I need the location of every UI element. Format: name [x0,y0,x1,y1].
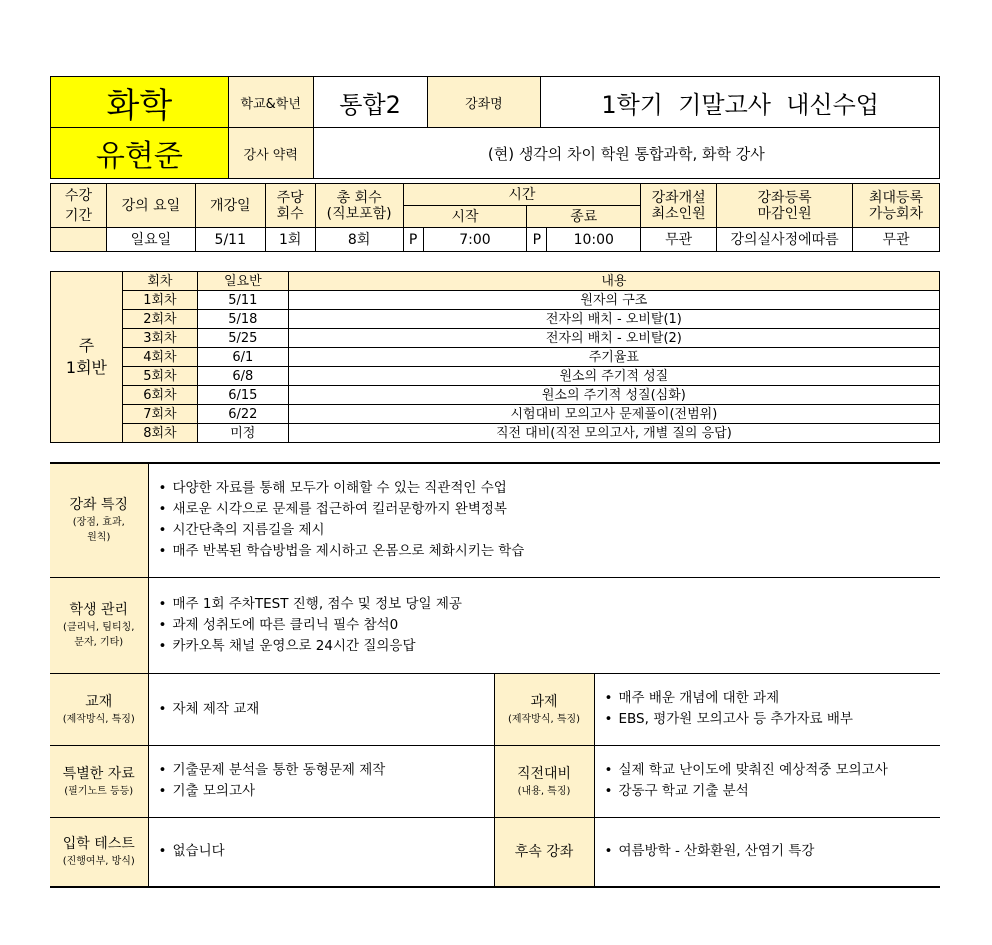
content-cell: 원소의 주기적 성질(심화) [288,386,939,405]
special-body [148,745,494,817]
management-sub: (클리닉, 팀티칭, 문자, 기타) [63,622,135,648]
features-row [50,463,940,577]
course-details [50,462,940,888]
final-prep-label-cell [494,745,594,817]
session-cell: 2회차 [122,310,197,329]
end-ampm: P [527,228,547,252]
homework-label: 과제 [530,693,558,710]
course-label: 강좌명 [427,77,541,128]
list-item: • 카카오톡 채널 운영으로 24시간 질의응답 [159,636,941,657]
list-item: • 자체 제작 교재 [159,699,494,720]
content-cell: 원자의 구조 [288,291,939,310]
table-row [51,291,940,310]
table-row [51,367,940,386]
special-label-cell [50,745,148,817]
date-cell: 6/1 [197,348,288,367]
table-row [51,386,940,405]
min-people-value: 무관 [641,228,717,252]
special-label: 특별한 자료 [62,765,135,782]
max-sessions-label: 최대등록 가능회차 [853,184,940,228]
followup-label: 후속 강좌 [514,843,574,860]
entrance-label: 입학 테스트 [62,836,135,853]
date-cell: 5/18 [197,310,288,329]
period-label: 수강 기간 [51,184,107,228]
school-value: 통합2 [313,77,427,128]
session-cell: 6회차 [122,386,197,405]
list-item: • EBS, 평가원 모의고사 등 추가자료 배부 [605,709,941,730]
max-sessions-value: 무관 [853,228,940,252]
entrance-body [148,817,494,887]
management-row [50,577,940,673]
session-cell: 8회차 [122,424,197,443]
session-cell: 3회차 [122,329,197,348]
list-item: • 매주 반복된 학습방법을 제시하고 온몸으로 체화시키는 학습 [159,541,941,562]
content-cell: 직전 대비(직전 모의고사, 개별 질의 응답) [288,424,939,443]
textbook-body [148,673,494,745]
start-date-label: 개강일 [195,184,265,228]
final-prep-body [594,745,940,817]
list-item: • 기출 모의고사 [159,781,494,802]
start-label: 시작 [403,206,527,228]
textbook-label: 교재 [85,693,113,710]
day-value: 일요일 [106,228,195,252]
total-label: 총 회수 (직보포함) [315,184,403,228]
header-session: 회차 [122,272,197,291]
date-cell: 6/15 [197,386,288,405]
features-body [148,463,940,577]
min-people-label: 강좌개설 최소인원 [641,184,717,228]
total-value: 8회 [315,228,403,252]
features-label: 강좌 특징 [69,497,129,514]
followup-label-cell [494,817,594,887]
start-time: 7:00 [423,228,527,252]
start-date-value: 5/11 [195,228,265,252]
teacher-name: 유현준 [51,128,229,179]
table-row [51,424,940,443]
header-date: 일요반 [197,272,288,291]
end-time: 10:00 [547,228,641,252]
weekly-label: 주당 회수 [265,184,315,228]
deadline-value: 강의실사정에따름 [717,228,853,252]
curriculum-table [50,271,940,443]
textbook-sub: (제작방식, 특징) [62,713,135,725]
table-row [51,329,940,348]
homework-label-cell [494,673,594,745]
bio-value: (현) 생각의 차이 학원 통합과학, 화학 강사 [313,128,939,179]
content-cell: 주기율표 [288,348,939,367]
bio-label: 강사 약력 [228,128,313,179]
end-label: 종료 [527,206,641,228]
date-cell: 미정 [197,424,288,443]
list-item: • 과제 성취도에 따른 클리닉 필수 참석0 [159,615,941,636]
time-label: 시간 [403,184,641,206]
list-item: • 기출문제 분석을 통한 동형문제 제작 [159,760,494,781]
entrance-label-cell [50,817,148,887]
management-body [148,577,940,673]
homework-body [594,673,940,745]
session-cell: 4회차 [122,348,197,367]
session-cell: 7회차 [122,405,197,424]
table-row [51,348,940,367]
table-row [51,310,940,329]
subject-name: 화학 [51,77,229,128]
date-cell: 5/25 [197,329,288,348]
content-cell: 전자의 배치 - 오비탈(2) [288,329,939,348]
course-header [50,76,940,179]
final-prep-sub: (내용, 특징) [517,785,571,797]
schedule-table [50,183,940,252]
list-item: • 매주 1회 주차TEST 진행, 점수 및 정보 당일 제공 [159,594,941,615]
date-cell: 5/11 [197,291,288,310]
homework-sub: (제작방식, 특징) [507,713,581,725]
textbook-label-cell [50,673,148,745]
list-item: • 여름방학 - 산화환원, 산염기 특강 [605,841,941,862]
list-item: • 실제 학교 난이도에 맞춰진 예상적중 모의고사 [605,760,941,781]
final-prep-label: 직전대비 [516,765,572,782]
table-row [51,405,940,424]
list-item: • 매주 배운 개념에 대한 과제 [605,688,941,709]
special-sub: (필기노트 등등) [64,785,134,797]
school-label: 학교&학년 [228,77,313,128]
date-cell: 6/22 [197,405,288,424]
session-cell: 5회차 [122,367,197,386]
textbook-row [50,673,940,745]
course-title: 1학기 기말고사 내신수업 [541,77,940,128]
management-label-cell [50,577,148,673]
content-cell: 원소의 주기적 성질 [288,367,939,386]
features-sub: (장점, 효과, 원칙) [72,517,125,544]
session-cell: 1회차 [122,291,197,310]
header-content: 내용 [288,272,939,291]
list-item: • 다양한 자료를 통해 모두가 이해할 수 있는 직관적인 수업 [159,478,941,499]
start-ampm: P [403,228,423,252]
list-item: • 시간단축의 지름길을 제시 [159,520,941,541]
entrance-row [50,817,940,887]
features-label-cell [50,463,148,577]
followup-body [594,817,940,887]
day-label: 강의 요일 [106,184,195,228]
deadline-label: 강좌등록 마감인원 [717,184,853,228]
date-cell: 6/8 [197,367,288,386]
list-item: • 없습니다 [159,841,494,862]
management-label: 학생 관리 [69,602,129,618]
content-cell: 시험대비 모의고사 문제풀이(전범위) [288,405,939,424]
weekly-value: 1회 [265,228,315,252]
content-cell: 전자의 배치 - 오비탈(1) [288,310,939,329]
special-row [50,745,940,817]
class-label: 주 1회반 [51,272,123,443]
period-label-cont [51,228,107,252]
list-item: • 새로운 시각으로 문제를 접근하여 킬러문항까지 완벽정복 [159,499,941,520]
list-item: • 강동구 학교 기출 분석 [605,781,941,802]
entrance-sub: (진행여부, 방식) [62,856,135,868]
